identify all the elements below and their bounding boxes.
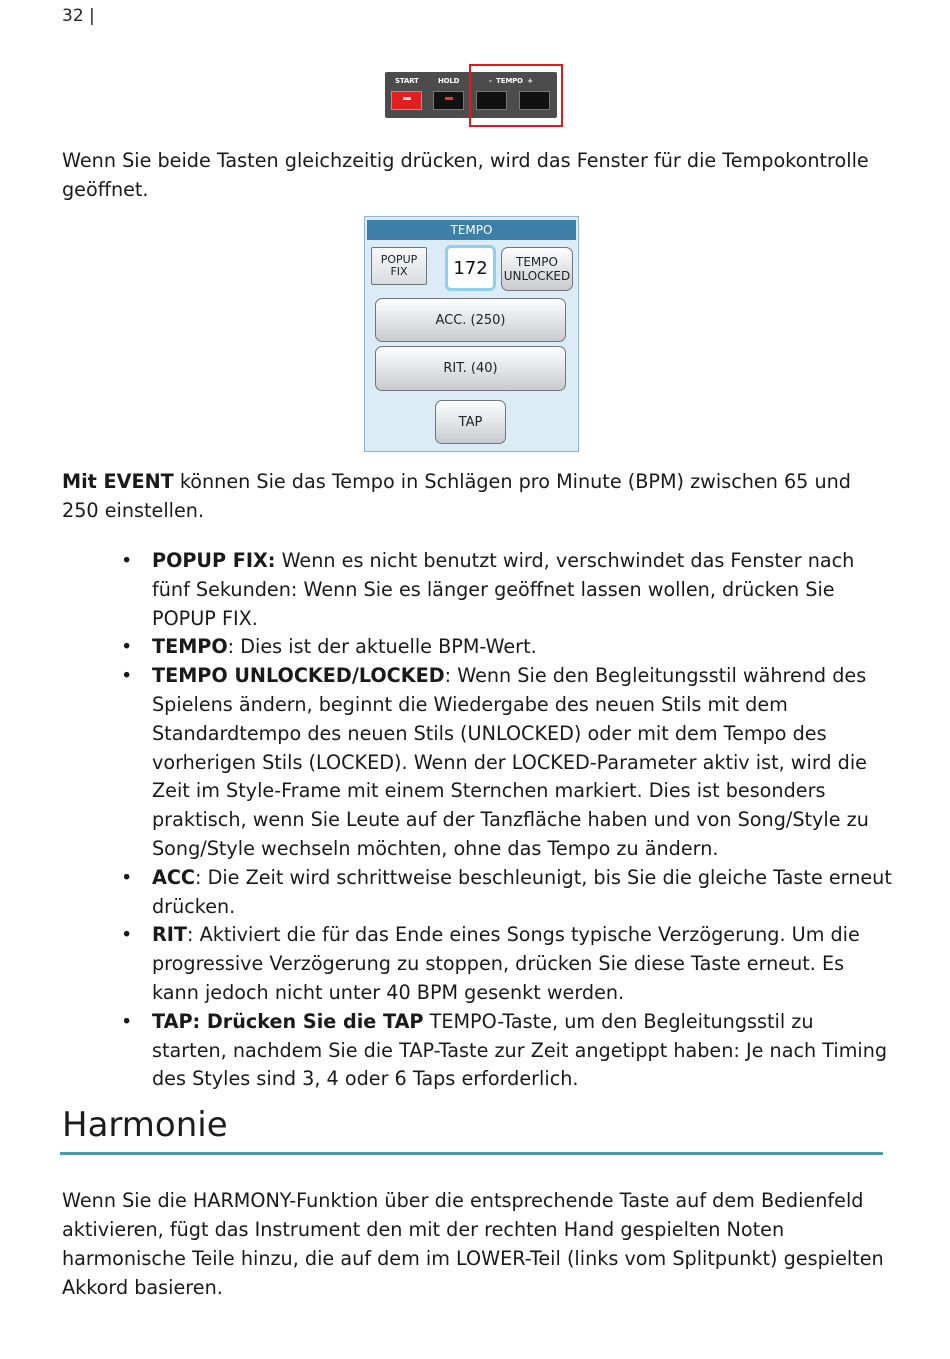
hold-led — [445, 97, 453, 100]
tempo-value-display: 172 — [445, 245, 496, 291]
tempo-label: - TEMPO + — [489, 77, 533, 85]
harmony-paragraph: Wenn Sie die HARMONY-Funktion über die entsprechende Taste auf dem Bedienfeld aktivieren, fügt das Instrument den mit der rechten Hand gespielten Noten harmonische Teile hinzu, die auf dem im LOWER-Teil (links vom Splitpunkt) gespielten Akkord basieren. — [62, 1189, 884, 1299]
list-item-text: : Aktiviert die für das Ende eines Songs typische Verzögerung. Um die progressive Verzögerung zu stoppen, drücken Sie diese Taste erneut. Es kann jedoch nicht unter 40 BPM gesenkt werden. — [152, 923, 860, 1004]
heading-rule — [60, 1152, 883, 1155]
event-paragraph-text: können Sie das Tempo in Schlägen pro Minute (BPM) zwischen 65 und 250 einstellen. — [62, 470, 851, 522]
rit-button: RIT. (40) — [375, 346, 566, 391]
hold-label: HOLD — [438, 77, 460, 85]
start-led — [403, 97, 411, 100]
popup-fix-button: POPUP FIX — [371, 247, 427, 285]
list-item — [62, 864, 892, 922]
list-item-term: TAP: Drücken Sie die TAP — [152, 1009, 424, 1033]
start-key — [391, 91, 422, 110]
list-item-term: TEMPO — [152, 635, 228, 659]
hold-key — [433, 91, 464, 110]
dialog-title: TEMPO — [367, 220, 576, 240]
list-item-term: POPUP FIX: — [152, 549, 276, 572]
list-item-text: : Dies ist der aktuelle BPM-Wert. — [227, 635, 537, 659]
list-item — [62, 547, 892, 633]
tempo-unlocked-button: TEMPO UNLOCKED — [501, 247, 573, 291]
tap-button: TAP — [435, 400, 506, 444]
start-label: START — [395, 77, 419, 85]
list-item-text: : Die Zeit wird schrittweise beschleunigt, bis Sie die gleiche Taste erneut drücken. — [152, 865, 892, 918]
acc-button: ACC. (250) — [375, 298, 566, 342]
list-item-term: ACC — [152, 865, 196, 889]
list-item-term: TEMPO UNLOCKED/LOCKED — [152, 664, 445, 688]
section-heading: Harmonie — [62, 1105, 228, 1145]
list-item-text: Wenn es nicht benutzt wird, verschwindet das Fenster nach fünf Sekunden: Wenn Sie es länger geöffnet lassen wollen, drücken Sie POPUP FIX. — [152, 549, 855, 630]
intro-paragraph: Wenn Sie beide Tasten gleichzeitig drücken, wird das Fenster für die Tempokontrolle geöffnet. — [62, 149, 869, 201]
list-item — [62, 1008, 892, 1094]
list-item — [62, 921, 892, 1007]
page-number: 32 | — [62, 6, 95, 26]
list-item-term: RIT — [152, 923, 188, 947]
tempo-dialog-image — [364, 216, 579, 452]
parameter-list — [62, 547, 892, 1094]
event-paragraph-bold: Mit EVENT — [62, 470, 174, 493]
list-item-text: TEMPO-Taste, um den Begleitungsstil zu starten, nachdem Sie die TAP-Taste zur Zeit angetippt haben: Je nach Timing des Styles sind 3, 4 oder 6 Taps erforderlich. — [152, 1009, 888, 1091]
list-item-text: : Wenn Sie den Begleitungsstil während des Spielens ändern, beginnt die Wiedergabe des neuen Stils mit dem Standardtempo des neuen Stils (UNLOCKED) oder mit dem Tempo des vorherigen Stils (LOCKED). Wenn der LOCKED-Parameter aktiv ist, wird die Zeit im Style-Frame mit einem Sternchen markiert. Dies ist besonders praktisch, wenn Sie Leute auf der Tanzfläche haben und von Song/Style zu Song/Style wechseln möchten, ohne das Tempo zu ändern. — [152, 664, 869, 860]
list-item — [62, 662, 892, 864]
list-item — [62, 633, 892, 662]
event-paragraph — [62, 467, 887, 525]
tempo-keys-highlight — [469, 64, 563, 127]
